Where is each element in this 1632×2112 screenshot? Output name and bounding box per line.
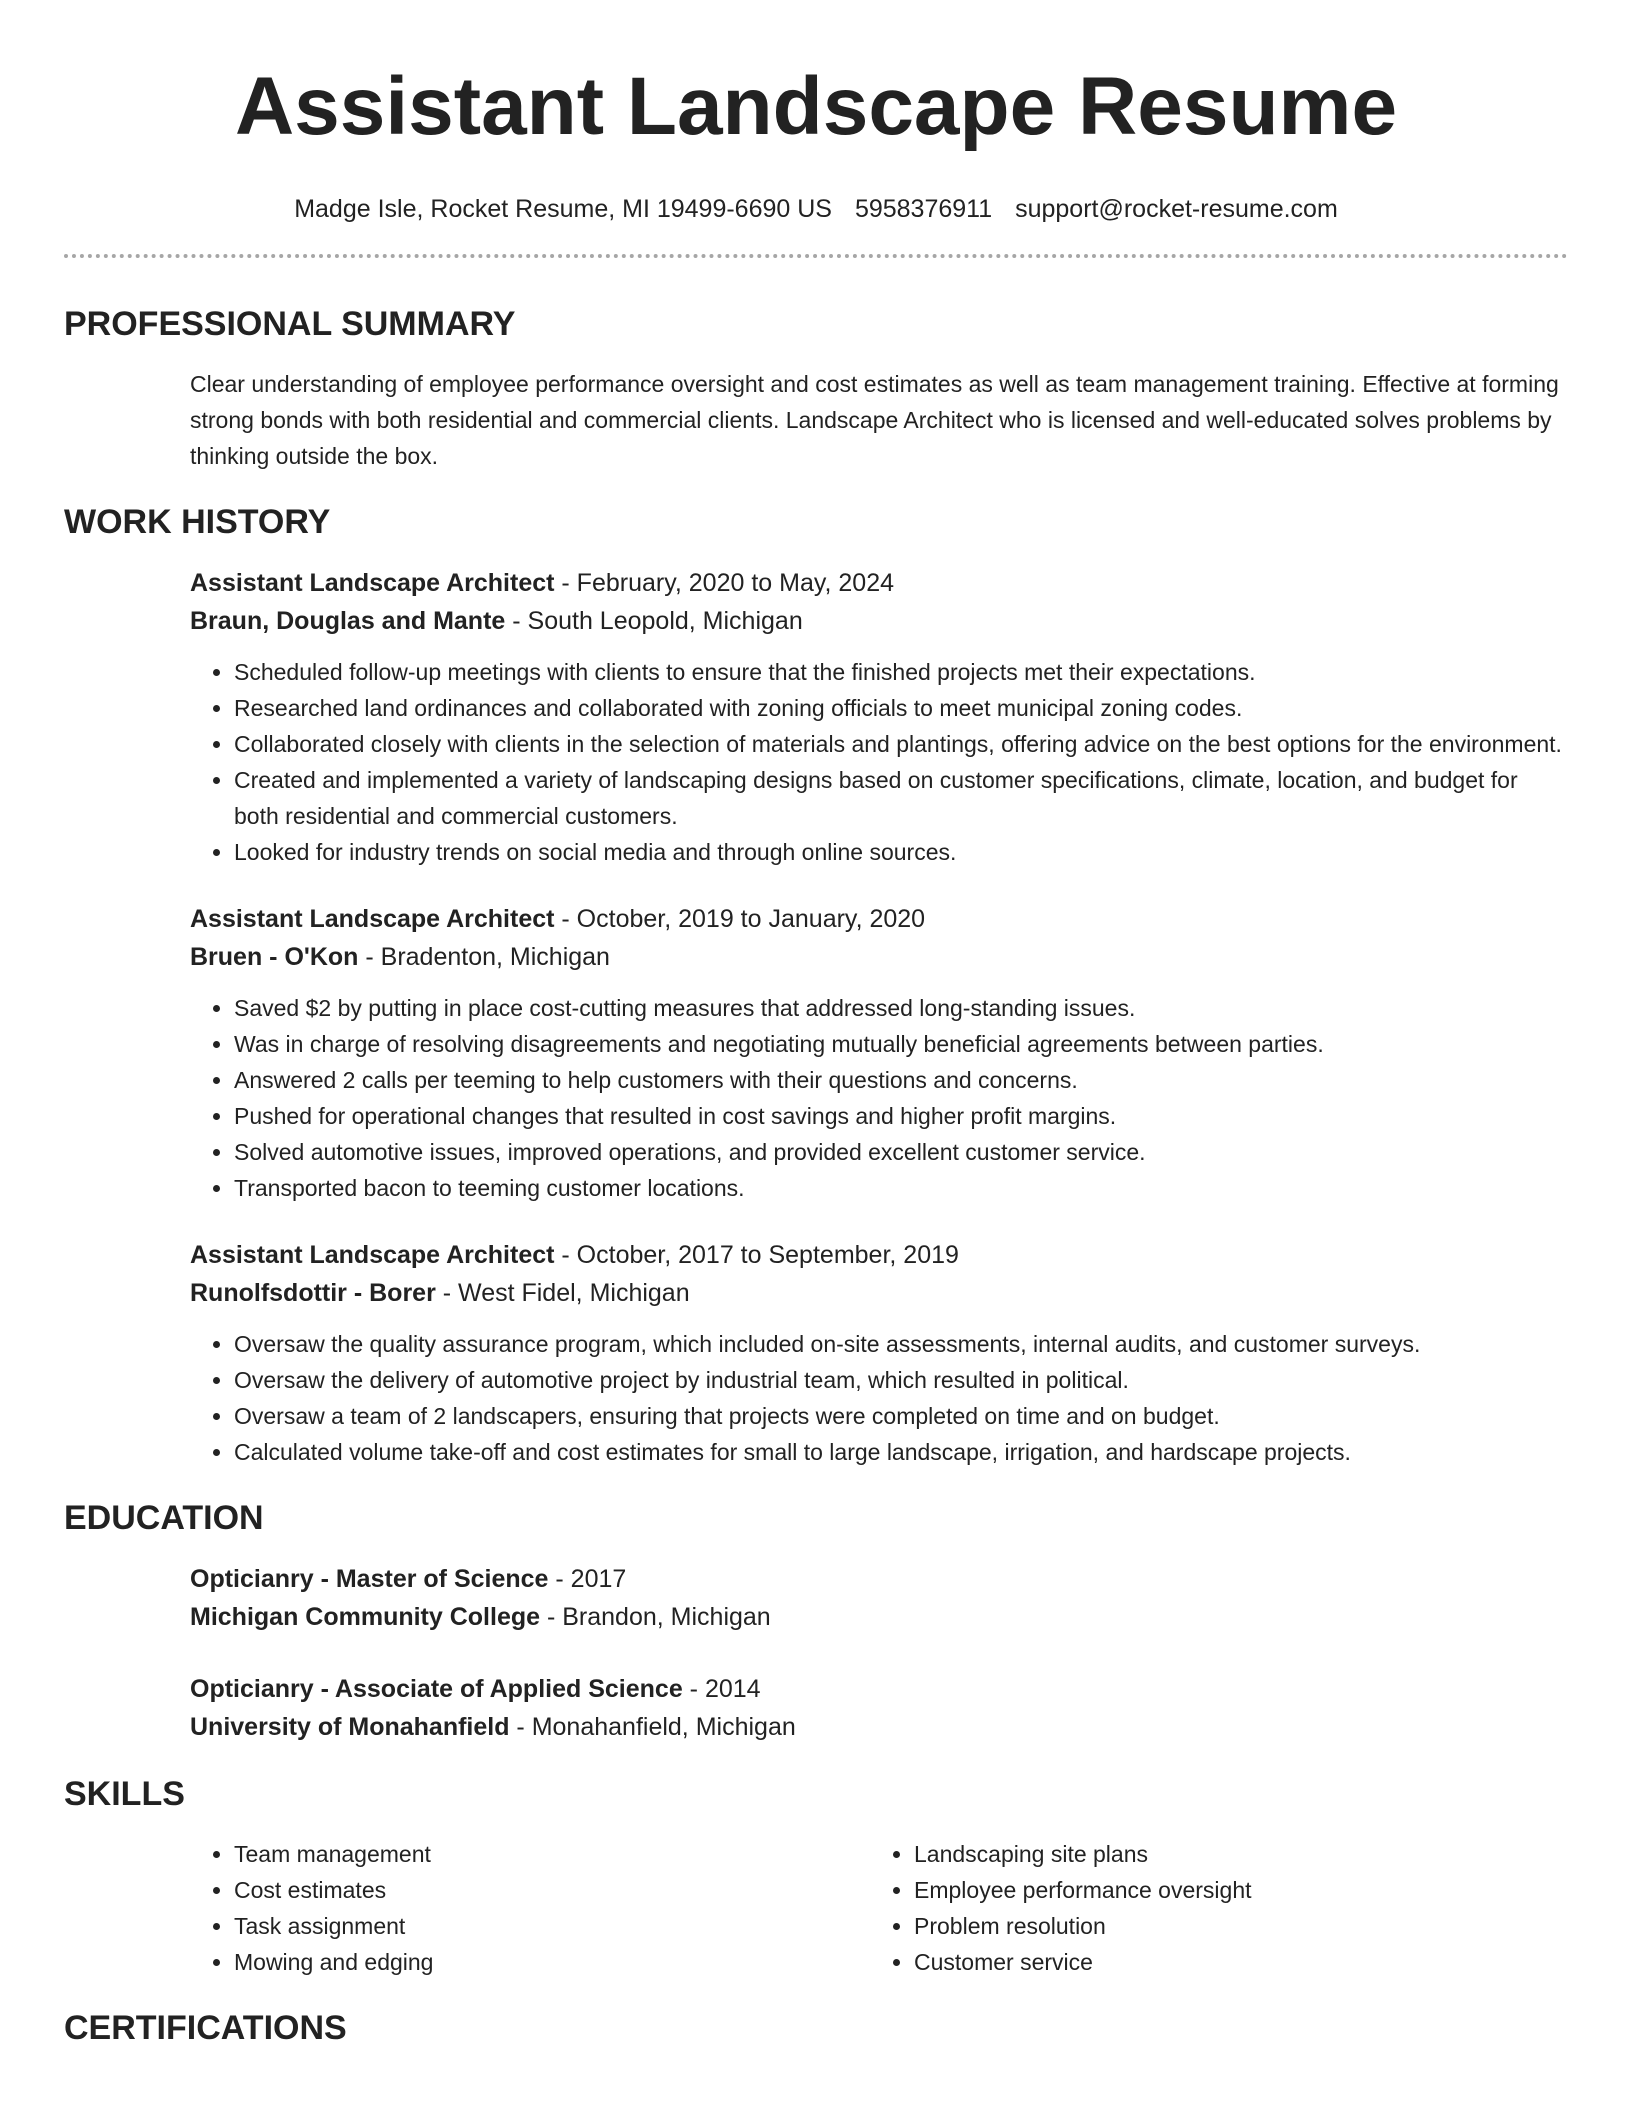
school: University of Monahanfield [190, 1713, 510, 1741]
job-bullet: • Looked for industry trends on social media and through online sources. [234, 834, 1568, 870]
skill-item: • Cost estimates [234, 1872, 870, 1908]
job-bullet: • Calculated volume take-off and cost estimates for small to large landscape, irrigation, and hardscape projects. [234, 1434, 1568, 1470]
contact-phone[interactable]: 5958376911 [854, 195, 993, 223]
job-location: - West Fidel, Michigan [435, 1279, 690, 1307]
job-bullet: • Oversaw the delivery of automotive project by industrial team, which resulted in political. [234, 1362, 1568, 1398]
school-location: - Monahanfield, Michigan [509, 1713, 796, 1741]
education-heading: EDUCATION [64, 1499, 264, 1537]
degree: Opticianry - Master of Science [190, 1565, 549, 1593]
job-bullet: • Oversaw a team of 2 landscapers, ensuring that projects were completed on time and on budget. [234, 1398, 1568, 1434]
job-bullet: • Transported bacon to teeming customer locations. [234, 1170, 1568, 1206]
job-title: Assistant Landscape Architect [190, 1241, 555, 1269]
job-bullet: • Collaborated closely with clients in the selection of materials and plantings, offering advice on the best options for the environment. [234, 726, 1568, 762]
skills-column-left [190, 1836, 870, 1980]
job-location: - Bradenton, Michigan [358, 943, 610, 971]
skill-item: • Landscaping site plans [914, 1836, 1550, 1872]
job-entry [190, 564, 1568, 870]
summary-text: Clear understanding of employee performance oversight and cost estimates as well as team management training. Effective at forming strong bonds with both residential and commercial clients. Landscape Architect who is licensed and well-educated solves problems by thinking outside the box. [190, 371, 1559, 469]
job-bullet: • Solved automotive issues, improved operations, and provided excellent customer service. [234, 1134, 1568, 1170]
job-entry [190, 900, 1568, 1206]
job-company-line [190, 938, 1568, 976]
degree-year: - 2014 [682, 1675, 761, 1703]
school: Michigan Community College [190, 1603, 541, 1631]
school-line [190, 1598, 1568, 1636]
job-title-line [190, 1236, 1568, 1274]
job-bullet: • Researched land ordinances and collaborated with zoning officials to meet municipal zoning codes. [234, 690, 1568, 726]
skill-item: • Team management [234, 1836, 870, 1872]
job-bullet: • Saved $2 by putting in place cost-cutting measures that addressed long-standing issues. [234, 990, 1568, 1026]
degree-line [190, 1560, 1568, 1598]
job-dates: - February, 2020 to May, 2024 [554, 569, 894, 597]
skill-item: • Customer service [914, 1944, 1550, 1980]
degree-line [190, 1670, 1568, 1708]
job-company: Braun, Douglas and Mante [190, 607, 506, 635]
job-bullets [190, 654, 1568, 870]
job-title: Assistant Landscape Architect [190, 905, 555, 933]
job-entry [190, 1236, 1568, 1470]
job-bullet: • Was in charge of resolving disagreements and negotiating mutually beneficial agreements between parties. [234, 1026, 1568, 1062]
job-location: - South Leopold, Michigan [505, 607, 803, 635]
degree-year: - 2017 [548, 1565, 627, 1593]
school-line [190, 1708, 1568, 1746]
job-title-line [190, 564, 1568, 602]
job-bullet: • Answered 2 calls per teeming to help customers with their questions and concerns. [234, 1062, 1568, 1098]
degree: Opticianry - Associate of Applied Science [190, 1675, 683, 1703]
job-company-line [190, 1274, 1568, 1312]
work-history-heading: WORK HISTORY [64, 503, 331, 541]
school-location: - Brandon, Michigan [540, 1603, 771, 1631]
summary-heading: PROFESSIONAL SUMMARY [64, 305, 516, 343]
job-company: Bruen - O'Kon [190, 943, 359, 971]
job-bullets [190, 990, 1568, 1206]
job-bullet: • Created and implemented a variety of landscaping designs based on customer specifications, climate, location, and budget for both residential and commercial customers. [234, 762, 1568, 834]
skill-item: • Problem resolution [914, 1908, 1550, 1944]
contact-line [64, 194, 1568, 224]
skills-section [190, 1836, 1568, 1980]
job-title-line [190, 900, 1568, 938]
header-divider [64, 254, 1568, 258]
certifications-heading: CERTIFICATIONS [64, 2009, 347, 2047]
skill-item: • Mowing and edging [234, 1944, 870, 1980]
job-bullets [190, 1326, 1568, 1470]
resume-title: Assistant Landscape Resume [234, 61, 1398, 152]
job-dates: - October, 2017 to September, 2019 [554, 1241, 959, 1269]
job-bullet: • Pushed for operational changes that resulted in cost savings and higher profit margins. [234, 1098, 1568, 1134]
education-section [190, 1560, 1568, 1746]
work-history-section [190, 564, 1568, 1470]
job-bullet: • Scheduled follow-up meetings with clients to ensure that the finished projects met their expectations. [234, 654, 1568, 690]
job-company-line [190, 602, 1568, 640]
job-company: Runolfsdottir - Borer [190, 1279, 436, 1307]
contact-address: Madge Isle, Rocket Resume, MI 19499-6690 US [294, 195, 832, 223]
skill-item: • Task assignment [234, 1908, 870, 1944]
education-entry [190, 1560, 1568, 1636]
job-title: Assistant Landscape Architect [190, 569, 555, 597]
summary-section [190, 366, 1568, 474]
skills-heading: SKILLS [64, 1775, 185, 1813]
contact-email[interactable]: support@rocket-resume.com [1015, 195, 1338, 223]
job-dates: - October, 2019 to January, 2020 [554, 905, 926, 933]
skills-column-right [870, 1836, 1550, 1980]
skill-item: • Employee performance oversight [914, 1872, 1550, 1908]
education-entry [190, 1670, 1568, 1746]
job-bullet: • Oversaw the quality assurance program, which included on-site assessments, internal audits, and customer surveys. [234, 1326, 1568, 1362]
resume-page [64, 0, 1568, 2112]
